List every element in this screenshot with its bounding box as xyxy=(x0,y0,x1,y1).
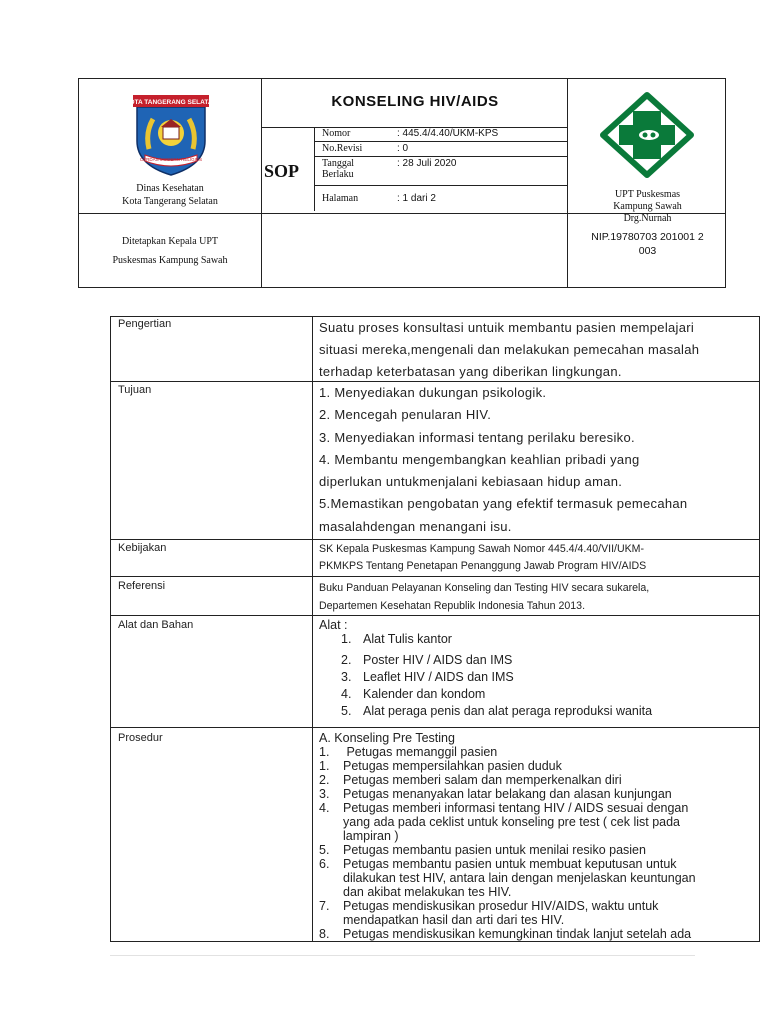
item-number: 1. xyxy=(341,632,352,646)
list-item xyxy=(319,857,696,899)
list-item xyxy=(341,669,652,686)
text-line: PKMKPS Tentang Penetapan Penanggung Jawab Program HIV/AIDS xyxy=(319,560,647,572)
header-divider xyxy=(314,141,567,142)
label-prosedur: Prosedur xyxy=(118,732,163,744)
item-text: Alat peraga penis dan alat peraga reproduksi wanita xyxy=(363,704,653,718)
list-item xyxy=(319,843,696,857)
item-number: 1. xyxy=(319,759,330,773)
item-number: 1. xyxy=(319,745,330,759)
text-line: 3. Menyediakan informasi tentang perilaku beresiko. xyxy=(319,429,635,445)
list-item xyxy=(341,631,652,648)
header-divider xyxy=(261,79,262,287)
label-pengertian: Pengertian xyxy=(118,318,172,330)
emblem-banner-text: KOTA TANGERANG SELATAN xyxy=(124,99,218,106)
dept-name-line1: Dinas Kesehatan xyxy=(136,183,204,194)
item-text: dan akibat melakukan tes HIV. xyxy=(343,885,512,899)
item-number: 7. xyxy=(319,899,330,913)
row-divider xyxy=(111,576,759,577)
item-text: Petugas memberi informasi tentang HIV / AIDS sesuai dengan xyxy=(343,801,689,815)
item-text: Petugas mendiskusikan kemungkinan tindak lanjut setelah ada xyxy=(343,927,692,941)
list-item xyxy=(319,899,696,927)
list-item xyxy=(319,927,696,941)
text-line: Suatu proses konsultasi untuik membantu pasien mempelajari xyxy=(319,320,695,335)
column-divider xyxy=(312,317,313,941)
sop-label: SOP xyxy=(264,161,300,181)
signer-nip-line1: NIP.19780703 201001 2 xyxy=(591,231,704,243)
item-number: 5. xyxy=(341,704,352,718)
meta-value-revisi: : 0 xyxy=(397,143,409,154)
item-number: 2. xyxy=(341,653,352,667)
label-alat-bahan: Alat dan Bahan xyxy=(118,619,194,631)
list-item xyxy=(319,759,696,773)
item-text: Petugas membantu pasien untuk membuat keputusan untuk xyxy=(343,857,677,871)
header-divider xyxy=(314,127,315,211)
ditetapkan-line1: Ditetapkan Kepala UPT xyxy=(121,236,219,247)
item-number: 3. xyxy=(319,787,330,801)
item-text: lampiran ) xyxy=(343,829,399,843)
sop-header-table xyxy=(78,78,726,288)
item-text: Petugas mendiskusikan prosedur HIV/AIDS, waktu untuk xyxy=(343,899,659,913)
header-divider xyxy=(314,156,567,157)
prosedur-list xyxy=(319,745,696,941)
row-divider xyxy=(111,727,759,728)
alat-list xyxy=(341,631,652,720)
list-item xyxy=(341,686,652,703)
ditetapkan-line2: Puskesmas Kampung Sawah xyxy=(112,255,228,266)
text-line: Departemen Kesehatan Republik Indonesia Tahun 2013. xyxy=(319,600,586,612)
label-tujuan: Tujuan xyxy=(118,384,152,396)
meta-value-nomor: : 445.4/4.40/UKM-KPS xyxy=(397,128,499,139)
item-number: 8. xyxy=(319,927,330,941)
item-text: mendapatkan hasil dan arti dari tes HIV. xyxy=(343,913,565,927)
list-item xyxy=(319,745,696,759)
sop-content-table xyxy=(110,316,760,942)
label-referensi: Referensi xyxy=(118,580,166,592)
meta-label-revisi: No.Revisi xyxy=(322,143,363,154)
list-item xyxy=(341,703,652,720)
item-text: Petugas mempersilahkan pasien duduk xyxy=(343,759,562,773)
document-title: KONSELING HIV/AIDS xyxy=(331,93,499,110)
meta-label-halaman: Halaman xyxy=(322,193,359,204)
meta-value-tanggal: : 28 Juli 2020 xyxy=(397,158,457,169)
signer-name: Drg.Nurnah xyxy=(623,213,672,224)
item-text: dilakukan test HIV, antara lain dengan menjelaskan keuntungan xyxy=(343,871,696,885)
text-line: terhadap keterbatasan yang diberikan lingkungan. xyxy=(319,364,622,379)
meta-label-tanggal: Tanggal Berlaku xyxy=(322,158,355,180)
emblem-ribbon-text: CERDAS MODERN RELIGIUS xyxy=(139,157,203,162)
item-number: 3. xyxy=(341,670,352,684)
text-line: 1. Menyediakan dukungan psikologik. xyxy=(319,385,547,400)
text-line: Buku Panduan Pelayanan Konseling dan Testing HIV secara sukarela, xyxy=(319,582,650,594)
upt-name-line1: UPT Puskesmas xyxy=(614,189,681,200)
list-item xyxy=(341,652,652,669)
prosedur-heading: A. Konseling Pre Testing xyxy=(319,731,455,745)
text-line: SK Kepala Puskesmas Kampung Sawah Nomor 445.4/4.40/VII/UKM- xyxy=(319,543,645,555)
text-line: situasi mereka,mengenali dan melakukan pemecahan masalah xyxy=(319,342,700,357)
item-number: 2. xyxy=(319,773,330,787)
list-item xyxy=(319,773,696,787)
label-kebijakan: Kebijakan xyxy=(118,542,167,554)
header-divider xyxy=(314,185,567,186)
tujuan-list xyxy=(319,382,753,538)
row-divider xyxy=(111,615,759,616)
page-bottom-rule xyxy=(110,955,695,956)
text-line: diperlukan untukmenjalani kebiasaan hidup aman. xyxy=(319,474,623,490)
signer-nip-line2: 003 xyxy=(638,245,657,257)
item-text: Poster HIV / AIDS dan IMS xyxy=(363,653,513,667)
list-item xyxy=(319,787,696,801)
text-line: 2. Mencegah penularan HIV. xyxy=(319,407,492,423)
ditetapkan-block xyxy=(79,233,261,269)
referensi-text xyxy=(319,579,753,615)
city-emblem-icon xyxy=(124,93,218,177)
item-text: Kalender dan kondom xyxy=(363,687,486,701)
item-text: Petugas menanyakan latar belakang dan alasan kunjungan xyxy=(343,787,672,801)
item-text: Petugas membantu pasien untuk menilai resiko pasien xyxy=(343,843,646,857)
item-text: Petugas memberi salam dan memperkenalkan diri xyxy=(343,773,622,787)
puskesmas-logo-icon xyxy=(591,91,703,179)
item-text: Leaflet HIV / AIDS dan IMS xyxy=(363,670,514,684)
row-divider xyxy=(111,539,759,540)
item-number: 6. xyxy=(319,857,330,871)
item-text: yang ada pada ceklist untuk konseling pre test ( cek list pada xyxy=(343,815,681,829)
kebijakan-text xyxy=(319,541,753,575)
item-text: Petugas memanggil pasien xyxy=(343,745,498,759)
pengertian-text xyxy=(319,317,753,383)
meta-label-nomor: Nomor xyxy=(322,128,351,139)
text-line: masalahdengan menangani isu. xyxy=(319,518,512,534)
item-number: 5. xyxy=(319,843,330,857)
meta-value-halaman: : 1 dari 2 xyxy=(397,193,436,204)
item-number: 4. xyxy=(341,687,352,701)
item-number: 4. xyxy=(319,801,330,815)
alat-intro: Alat : xyxy=(319,618,348,632)
upt-name-line2: Kampung Sawah xyxy=(613,201,682,212)
dept-name-line2: Kota Tangerang Selatan xyxy=(122,196,218,207)
list-item xyxy=(319,801,696,843)
text-line: 5.Memastikan pengobatan yang efektif termasuk pemecahan xyxy=(319,496,688,512)
item-text: Alat Tulis kantor xyxy=(363,632,452,646)
text-line: 4. Membantu mengembangkan keahlian pribadi yang xyxy=(319,451,640,467)
